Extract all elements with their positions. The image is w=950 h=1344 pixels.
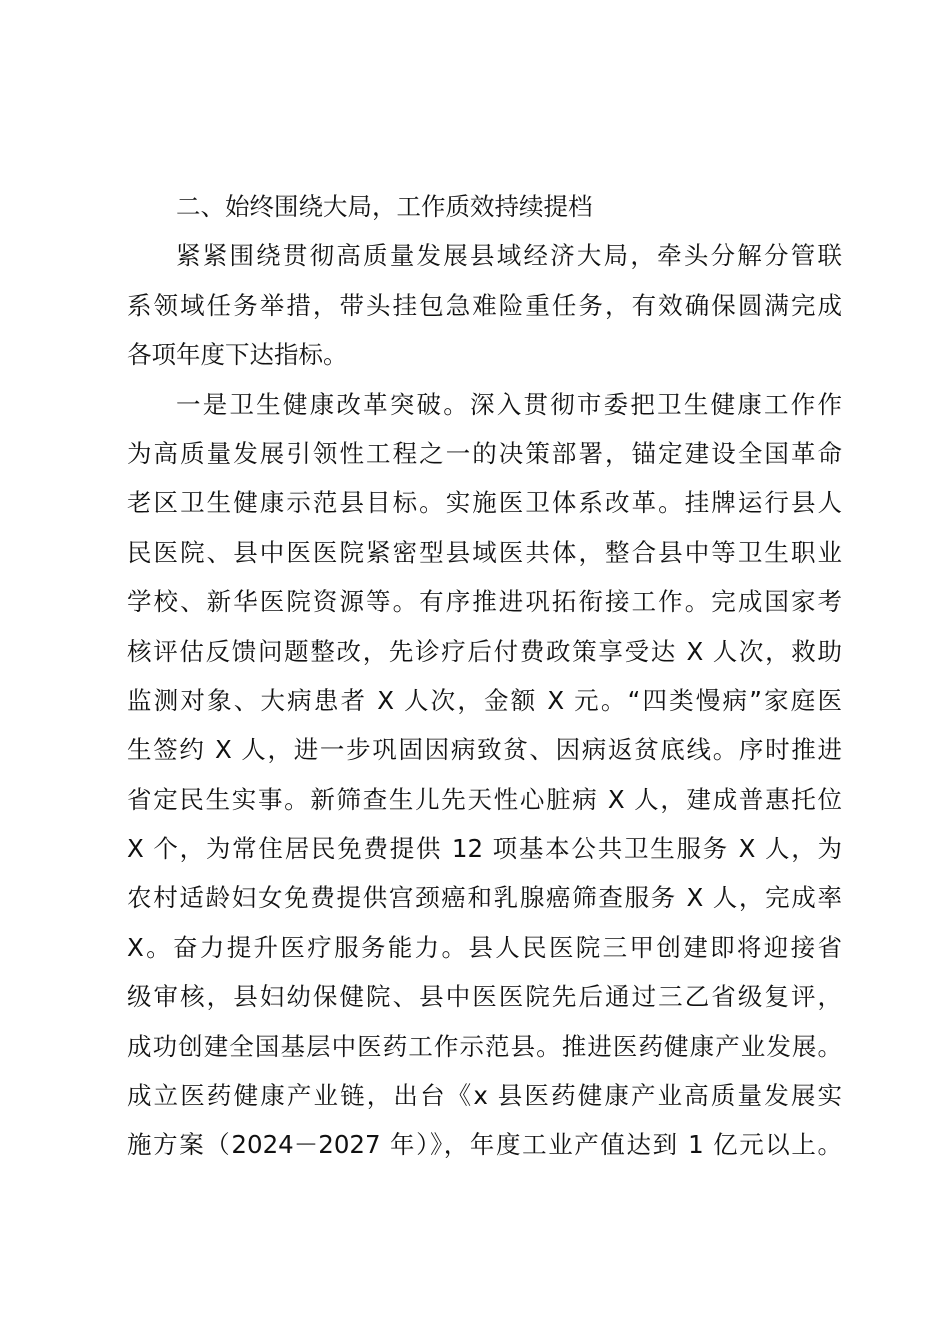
paragraph-line: X 个，为常住居民免费提供 12 项基本公共卫生服务 X 人，为 [127, 834, 842, 864]
paragraph-line: 老区卫生健康示范县目标。实施医卫体系改革。挂牌运行县人 [127, 488, 842, 518]
paragraph-line: 成功创建全国基层中医药工作示范县。推进医药健康产业发展。 [127, 1031, 842, 1061]
paragraph-line: 监测对象、大病患者 X 人次，金额 X 元。“四类慢病”家庭医 [127, 685, 842, 715]
paragraph-line: 民医院、县中医医院紧密型县域医共体，整合县中等卫生职业 [127, 537, 842, 567]
paragraph-line: 生签约 X 人，进一步巩固因病致贫、因病返贫底线。序时推进 [127, 735, 842, 765]
section-heading: 二、始终围绕大局，工作质效持续提档 [176, 192, 593, 221]
paragraph-line: 级审核，县妇幼保健院、县中医医院先后通过三乙省级复评， [127, 982, 842, 1012]
paragraph-line: 省定民生实事。新筛查生儿先天性心脏病 X 人，建成普惠托位 [127, 784, 842, 814]
paragraph-line: 学校、新华医院资源等。有序推进巩拓衔接工作。完成国家考 [127, 587, 842, 617]
paragraph-line: 各项年度下达指标。 [127, 340, 348, 370]
paragraph-line: 农村适龄妇女免费提供宫颈癌和乳腺癌筛查服务 X 人，完成率 [127, 883, 842, 913]
document-body [127, 182, 842, 1170]
paragraph-line: 核评估反馈问题整改，先诊疗后付费政策享受达 X 人次，救助 [127, 636, 842, 666]
paragraph-line: 一是卫生健康改革突破。深入贯彻市委把卫生健康工作作 [176, 389, 842, 419]
paragraph-line: 系领域任务举措，带头挂包急难险重任务，有效确保圆满完成 [127, 290, 842, 320]
paragraph-line: 施方案（2024－2027 年）》，年度工业产值达到 1 亿元以上。 [127, 1130, 842, 1160]
paragraph-line: 成立医药健康产业链，出台《x 县医药健康产业高质量发展实 [127, 1081, 842, 1111]
paragraph-line: 紧紧围绕贯彻高质量发展县域经济大局，牵头分解分管联 [176, 241, 842, 271]
paragraph-line: 为高质量发展引领性工程之一的决策部署，锚定建设全国革命 [127, 438, 842, 468]
paragraph-line: X。奋力提升医疗服务能力。县人民医院三甲创建即将迎接省 [127, 932, 842, 962]
